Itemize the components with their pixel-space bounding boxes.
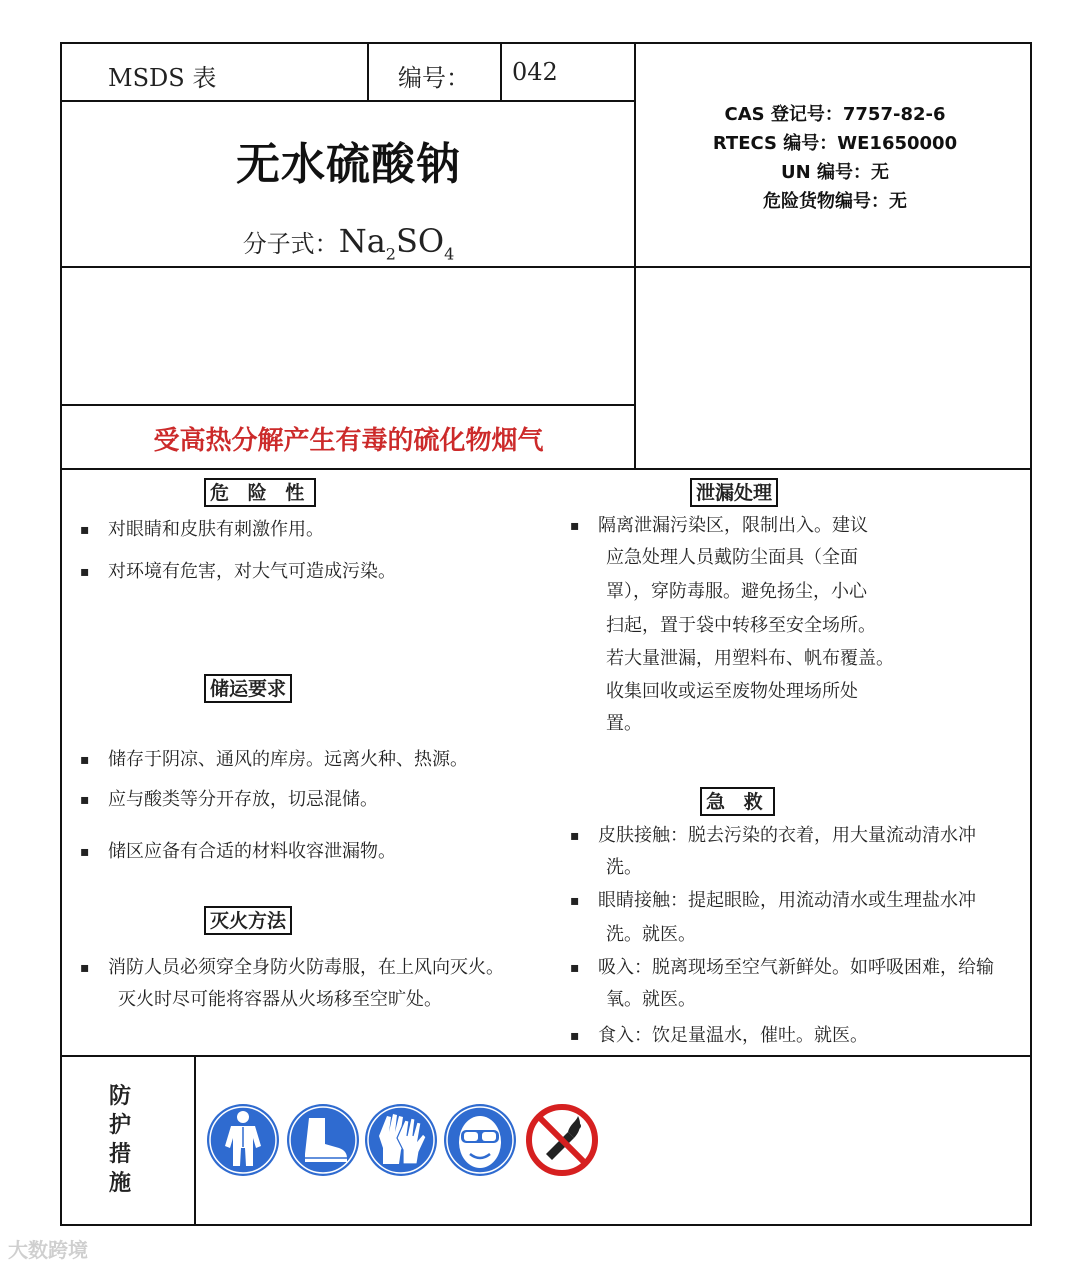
fire-item-continued: 灭火时尽可能将容器从火场移至空旷处。 — [118, 989, 442, 1010]
hazards-heading: 危 险 性 — [204, 478, 316, 507]
molecular-formula — [62, 222, 635, 263]
title-row-divider — [60, 266, 1032, 268]
fire-heading: 灭火方法 — [204, 906, 292, 935]
storage-item: ▪ 储存于阴凉、通风的库房。远离火种、热源。 — [80, 749, 468, 770]
rtecs-number: RTECS 编号：WE1650000 — [712, 133, 958, 154]
first-aid-eye: ▪ 眼睛接触：提起眼睑，用流动清水或生理盐水冲 — [570, 890, 976, 911]
frame-right — [1030, 42, 1032, 1226]
spill-line: 收集回收或运至废物处理场所处 — [606, 681, 858, 702]
hazard-item: ▪ 对眼睛和皮肤有刺激作用。 — [80, 519, 324, 540]
fire-item: ▪ 消防人员必须穿全身防火防毒服，在上风向灭火。 — [80, 957, 504, 978]
header-row-divider — [60, 100, 636, 102]
protection-label-divider — [194, 1055, 196, 1225]
msds-label: MSDS 表 — [108, 64, 217, 92]
first-aid-skin: ▪ 皮肤接触：脱去污染的衣着，用大量流动清水冲 — [570, 825, 976, 846]
goggles-mask-icon — [442, 1102, 518, 1178]
safety-boot-icon — [285, 1102, 361, 1178]
dangerous-goods-number: 危险货物编号：无 — [763, 191, 907, 212]
cas-number: CAS 登记号：7757-82-6 — [724, 104, 946, 125]
frame-left — [60, 42, 62, 1226]
watermark: 大数跨境 — [8, 1238, 88, 1262]
header-divider-2 — [500, 42, 502, 101]
spill-heading: 泄漏处理 — [690, 478, 778, 507]
spill-line: 置。 — [606, 713, 642, 734]
formula-value: $Na_2SO_4$ — [338, 222, 455, 264]
number-value: 042 — [512, 58, 558, 86]
frame-top — [60, 42, 1032, 44]
frame-bottom — [60, 1224, 1032, 1226]
spill-line: 若大量泄漏，用塑料布、帆布覆盖。 — [606, 648, 894, 669]
formula-label: 分子式： — [242, 230, 339, 258]
spill-line: 应急处理人员戴防尘面具（全面 — [606, 547, 858, 568]
first-aid-heading: 急 救 — [700, 787, 775, 816]
protective-suit-icon — [205, 1102, 281, 1178]
storage-item: ▪ 储区应备有合适的材料收容泄漏物。 — [80, 841, 396, 862]
protective-gloves-icon — [363, 1102, 439, 1178]
no-smoking-icon — [524, 1102, 600, 1178]
first-aid-eye-continued: 洗。就医。 — [606, 924, 696, 945]
storage-heading: 储运要求 — [204, 674, 292, 703]
spill-line: 罩），穿防毒服。避免扬尘，小心 — [606, 581, 867, 602]
hazard-item: ▪ 对环境有危害，对大气可造成污染。 — [80, 561, 396, 582]
storage-item: ▪ 应与酸类等分开存放，切忌混储。 — [80, 789, 378, 810]
number-label: 编号： — [398, 64, 470, 92]
first-aid-skin-continued: 洗。 — [606, 857, 642, 878]
first-aid-ingest: ▪ 食入：饮足量温水，催吐。就医。 — [570, 1025, 868, 1046]
first-aid-inhale-continued: 氧。就医。 — [606, 989, 696, 1010]
protection-row-divider — [60, 1055, 1032, 1057]
header-divider-1 — [367, 42, 369, 101]
protection-label: 防 护 措 施 — [108, 1084, 131, 1196]
identifiers-block — [640, 100, 1030, 216]
image-area-divider — [60, 404, 636, 406]
spill-line: 扫起，置于袋中转移至安全场所。 — [606, 615, 876, 636]
hazard-statement: 受高热分解产生有毒的硫化物烟气 — [153, 426, 544, 456]
first-aid-inhale: ▪ 吸入：脱离现场至空气新鲜处。如呼吸困难，给输 — [570, 957, 994, 978]
substance-name: 无水硫酸钠 — [236, 139, 461, 190]
un-number: UN 编号：无 — [781, 162, 889, 183]
hazard-row-divider — [60, 468, 1032, 470]
spill-item: ▪ 隔离泄漏污染区，限制出入。建议 — [570, 515, 868, 536]
